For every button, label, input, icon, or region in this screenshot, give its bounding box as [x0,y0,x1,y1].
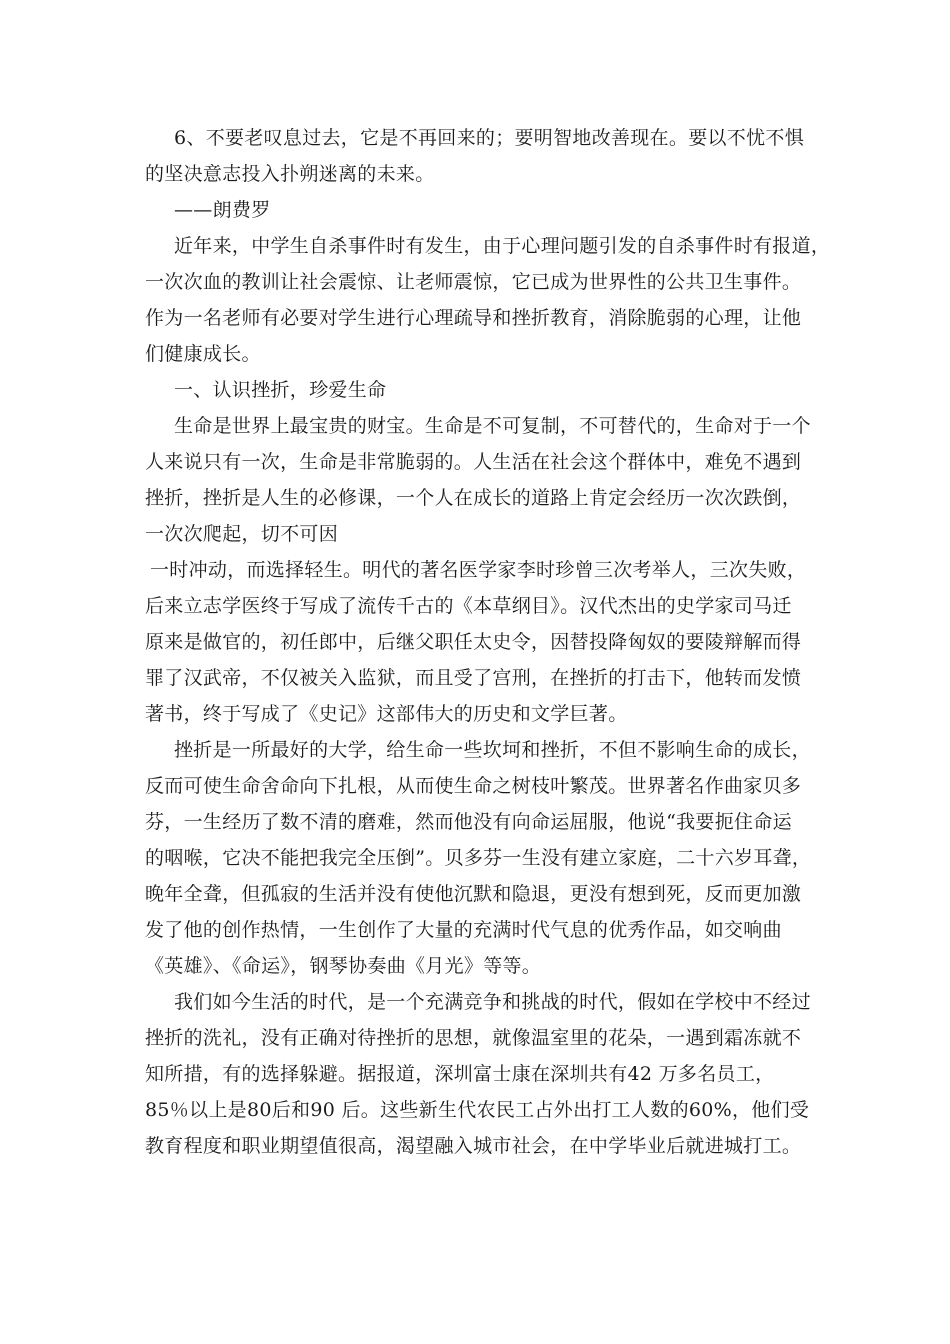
text-line: 挫折是一所最好的大学，给生命一些坎坷和挫折，不但不影响生命的成长， [174,739,811,761]
text-line: 近年来，中学生自杀事件时有发生，由于心理问题引发的自杀事件时有报道， [174,235,831,257]
text-line: 挫折，挫折是人生的必修课，一个人在成长的道路上肯定会经历一次次跌倒， [145,487,802,509]
text-line: 教育程度和职业期望值很高，渴望融入城市社会，在中学毕业后就进城打工。 [145,1135,802,1157]
text-line: 芬，一生经历了数不清的磨难，然而他没有向命运屈服，他说“我要扼住命运 [145,811,792,833]
text-line: 一时冲动，而选择轻生。明代的著名医学家李时珍曾三次考举人，三次失败， [150,559,807,581]
section-heading: 一、认识挫折，珍爱生命 [174,379,387,401]
text-line: 挫折的洗礼，没有正确对待挫折的思想，就像温室里的花朵，一遇到霜冻就不 [145,1027,802,1049]
text-line: 一次次血的教训让社会震惊、让老师震惊，它已成为世界性的公共卫生事件。 [145,271,802,293]
text-line: 的坚决意志投入扑朔迷离的未来。 [145,163,435,185]
text-line: 晚年全聋，但孤寂的生活并没有使他沉默和隐退，更没有想到死，反而更加激 [145,883,802,905]
text-line: 原来是做官的，初任郎中，后继父职任太史令，因替投降匈奴的要陵辩解而得 [145,631,802,653]
text-line: 85％以上是80后和90 后。这些新生代农民工占外出打工人数的60%，他们受 [145,1099,810,1121]
text-line: 著书，终于写成了《史记》这部伟大的历史和文学巨著。 [145,703,628,725]
text-line: 一次次爬起，切不可因 [145,523,339,545]
text-line: 作为一名老师有必要对学生进行心理疏导和挫折教育，消除脆弱的心理，让他 [145,307,802,329]
text-line: 后来立志学医终于写成了流传千古的《本草纲目》。汉代杰出的史学家司马迁 [145,595,792,617]
text-line: 我们如今生活的时代，是一个充满竞争和挑战的时代，假如在学校中不经过 [174,991,811,1013]
text-line: 知所措，有的选择躲避。据报道，深圳富士康在深圳共有42 万多名员工， [145,1063,775,1085]
text-line: ——朗费罗 [174,199,271,221]
text-line: 反而可使生命舍命向下扎根，从而使生命之树枝叶繁茂。世界著名作曲家贝多 [145,775,802,797]
text-line: 生命是世界上最宝贵的财宝。生命是不可复制，不可替代的，生命对于一个 [174,415,811,437]
text-line: 人来说只有一次，生命是非常脆弱的。人生活在社会这个群体中，难免不遇到 [145,451,802,473]
text-line: 罪了汉武帝，不仅被关入监狱，而且受了宫刑，在挫折的打击下，他转而发愤 [145,667,802,689]
text-line: 6、不要老叹息过去，它是不再回来的；要明智地改善现在。要以不忧不惧 [174,127,804,149]
text-line: 发了他的创作热情，一生创作了大量的充满时代气息的优秀作品，如交响曲 [145,919,782,941]
text-line: 的咽喉，它决不能把我完全压倒”。贝多芬一生没有建立家庭，二十六岁耳聋， [145,847,812,869]
text-line: 们健康成长。 [145,343,261,365]
text-line: 《英雄》、《命运》，钢琴协奏曲《月光》等等。 [145,955,542,977]
